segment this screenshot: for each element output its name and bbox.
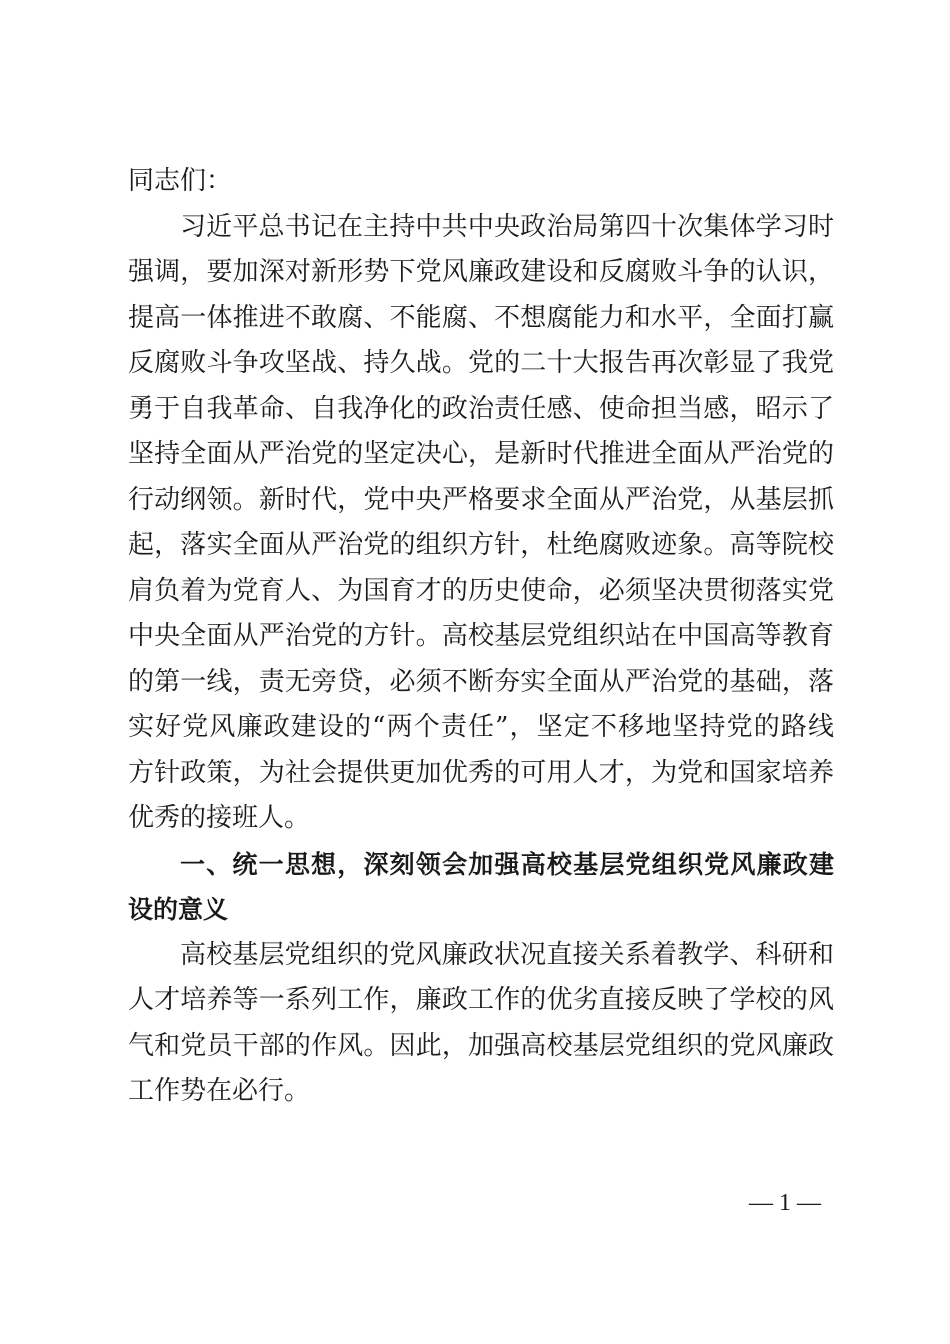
paragraph-line: 肩负着为党育人、为国育才的历史使命，必须坚决贯彻落实党 — [128, 575, 834, 606]
paragraph-line: 实好党风廉政建设的“两个责任”，坚定不移地坚持党的路线 — [128, 712, 834, 742]
paragraph-line: 起，落实全面从严治党的组织方针，杜绝腐败迹象。高等院校 — [128, 530, 834, 560]
paragraph-line: 中央全面从严治党的方针。高校基层党组织站在中国高等教育 — [128, 621, 834, 651]
paragraph-line: 行动纲领。新时代，党中央严格要求全面从严治党，从基层抓 — [128, 484, 834, 515]
paragraph-line: 勇于自我革命、自我净化的政治责任感、使命担当感，昭示了 — [128, 393, 834, 424]
section-heading-1 — [128, 842, 834, 933]
paragraph-line: 工作势在必行。 — [128, 1076, 311, 1106]
paragraph-line: 方针政策，为社会提供更加优秀的可用人才，为党和国家培养 — [128, 757, 834, 788]
paragraph-line: 优秀的接班人。 — [128, 803, 311, 833]
document-body — [128, 159, 834, 1115]
page-number: — 1 — — [749, 1190, 821, 1216]
paragraph-line: 坚持全面从严治党的坚定决心，是新时代推进全面从严治党的 — [128, 439, 834, 469]
paragraph-line: 强调，要加深对新形势下党风廉政建设和反腐败斗争的认识， — [128, 257, 834, 287]
paragraph-line: 高校基层党组织的党风廉政状况直接关系着教学、科研和 — [180, 939, 834, 970]
heading-line: 设的意义 — [128, 895, 229, 924]
paragraph-line: 习近平总书记在主持中共中央政治局第四十次集体学习时 — [180, 211, 834, 242]
paragraph-line: 气和党员干部的作风。因此，加强高校基层党组织的党风廉政 — [128, 1030, 834, 1061]
paragraph-line: 人才培养等一系列工作，廉政工作的优劣直接反映了学校的风 — [128, 985, 834, 1015]
paragraph-line: 反腐败斗争攻坚战、持久战。党的二十大报告再次彰显了我党 — [128, 348, 834, 378]
paragraph-2 — [128, 933, 834, 1115]
paragraph-1 — [128, 205, 834, 842]
paragraph-line: 提高一体推进不敢腐、不能腐、不想腐能力和水平，全面打赢 — [128, 302, 834, 333]
paragraph-line: 的第一线，责无旁贷，必须不断夯实全面从严治党的基础，落 — [128, 666, 834, 697]
salutation: 同志们： — [128, 166, 233, 196]
heading-line: 一、统一思想，深刻领会加强高校基层党组织党风廉政建 — [180, 849, 834, 879]
